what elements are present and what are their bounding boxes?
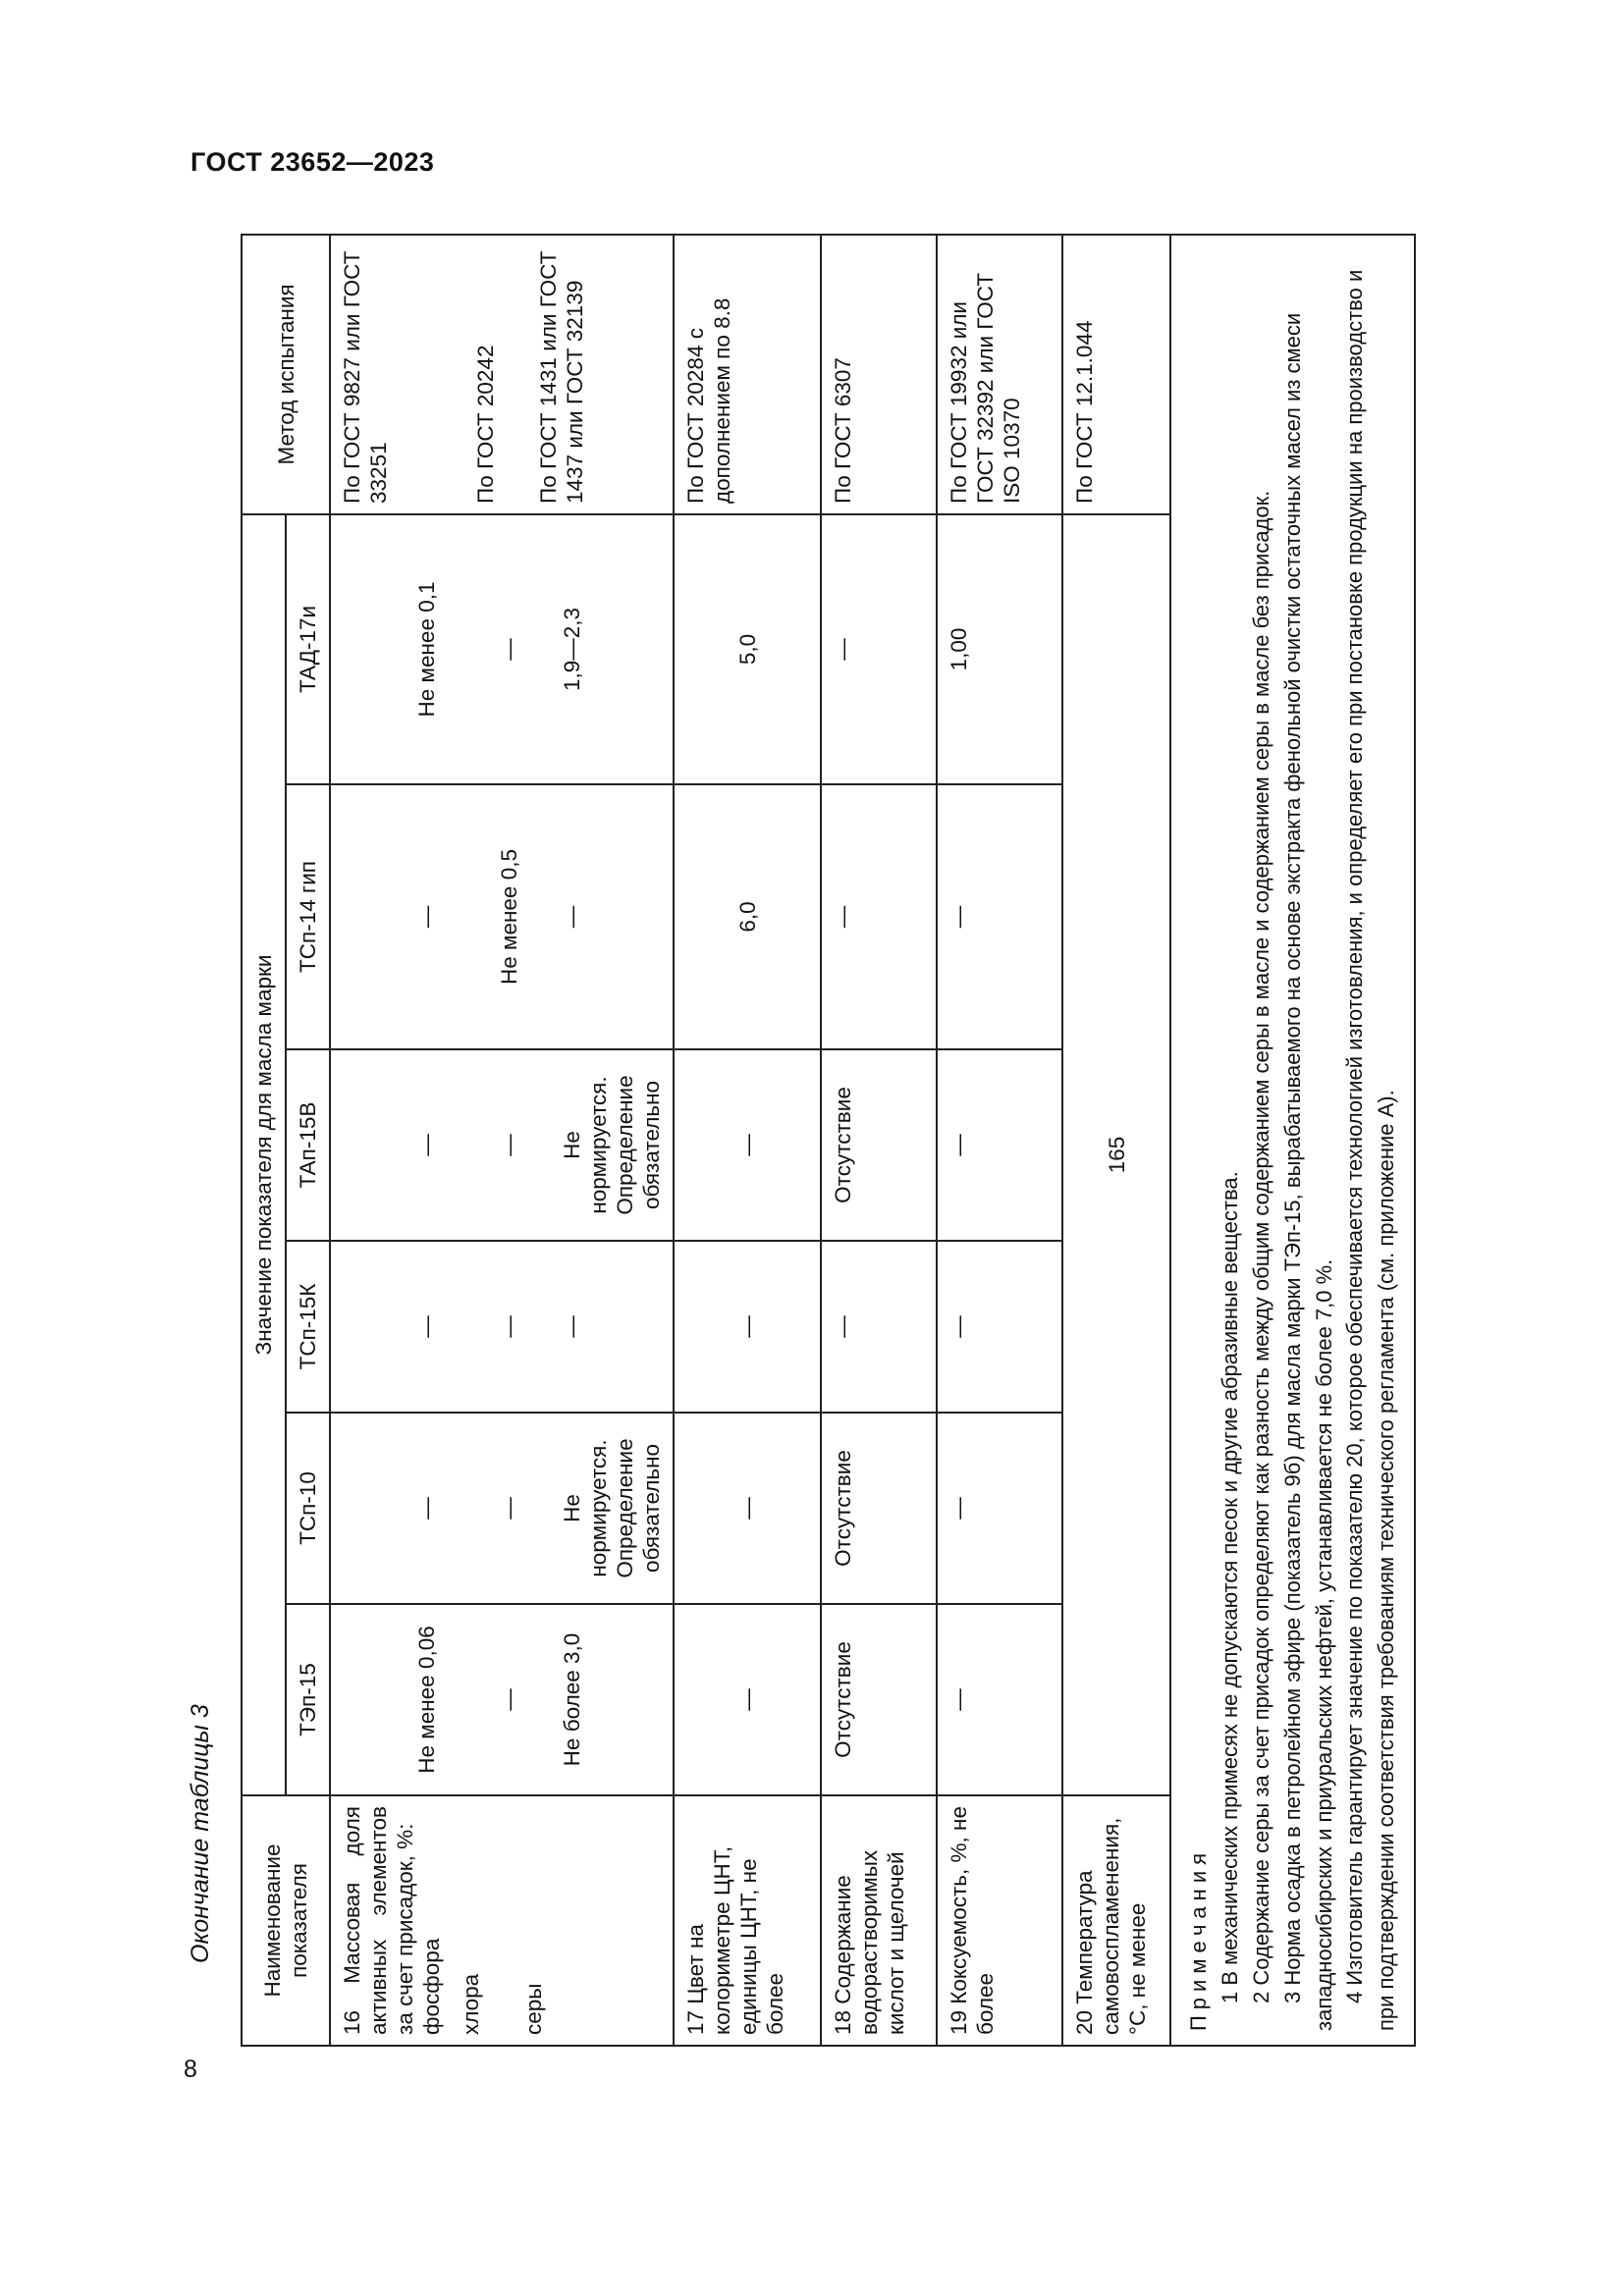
value-cell: 1,9—2,3 — [560, 607, 584, 692]
value-cell: Не нормируется. Определение обязательно — [560, 1438, 664, 1578]
row20-name: 20 Температура самовоспламенения, °С, не менее — [1062, 1795, 1170, 2046]
value-cell: — — [497, 1315, 521, 1338]
row19-value: — — [937, 1049, 1062, 1241]
method-chlorine: По ГОСТ 20242 — [473, 345, 498, 504]
value-cell: — — [497, 1497, 521, 1520]
value-cell: — — [414, 1315, 439, 1338]
row17-name: 17 Цвет на колориметре ЦНТ, единицы ЦНТ, не более — [674, 1795, 821, 2046]
header-brand: ТСп-14 гип — [286, 784, 330, 1049]
row17-value: 5,0 — [674, 514, 821, 784]
header-group: Значение показателя для масла марки — [242, 514, 286, 1795]
row16-label-phosphorus: фосфора — [419, 1938, 444, 2035]
notes-row — [1170, 235, 1415, 2046]
value-cell: — — [560, 905, 584, 929]
table-row-20 — [1062, 235, 1170, 2046]
row17-value: — — [674, 1049, 821, 1241]
row16-name-cell — [330, 1795, 674, 2046]
row17-value: — — [674, 1241, 821, 1413]
notes-cell — [1170, 235, 1415, 2046]
table-row-19 — [937, 235, 1062, 2046]
notes-title: Примечания — [1186, 1846, 1211, 2031]
value-cell: — — [414, 905, 439, 929]
row19-method: По ГОСТ 19932 или ГОСТ 32392 или ГОСТ ISO 10370 — [937, 235, 1062, 514]
row16-label-sulfur: серы — [521, 1983, 546, 2035]
row19-value: 1,00 — [937, 514, 1062, 784]
value-cell: — — [497, 1688, 521, 1711]
note-item: 2 Содержание серы за счет присадок определяют как разность между общим содержанием серы в масле и содержанием серы в масле без присадок. — [1248, 490, 1273, 2003]
row17-method: По ГОСТ 20284 с дополнением по 8.8 — [674, 235, 821, 514]
header-brand: ТАД-17и — [286, 514, 330, 784]
row19-name: 19 Коксуемость, %, не более — [937, 1795, 1062, 2046]
row18-method: По ГОСТ 6307 — [821, 235, 937, 514]
row17-value: — — [674, 1604, 821, 1795]
row18-name: 18 Содержание водорастворимых кислот и щелочей — [821, 1795, 937, 2046]
document-header: ГОСТ 23652—2023 — [190, 147, 435, 177]
value-cell: — — [414, 1134, 439, 1156]
value-cell: — — [497, 638, 521, 661]
row19-value: — — [937, 1413, 1062, 1604]
row16-col-tsp10 — [330, 1413, 674, 1604]
row16-name: 16 Массовая доля активных элементов за счет присадок, %: — [340, 1806, 417, 2035]
note-item: 4 Изготовитель гарантирует значение по показателю 20, которое обеспечивается технологией изготовления, и определяет его при постановке продукции на производство и при подтверждении соответствия требованиям технического регламента (см. приложение А). — [1342, 269, 1399, 2031]
row16-col-tep15 — [330, 1604, 674, 1795]
method-phosphorus: По ГОСТ 9827 или ГОСТ 33251 — [340, 250, 391, 504]
page-number: 8 — [184, 2056, 197, 2083]
row19-value: — — [937, 1604, 1062, 1795]
rotated-table-container — [241, 236, 1458, 2047]
row16-label-chlorine: хлора — [459, 1973, 483, 2035]
value-cell: Не менее 0,1 — [414, 581, 439, 718]
row17-value: — — [674, 1413, 821, 1604]
header-brand: ТСп-15К — [286, 1241, 330, 1413]
table-row-17 — [674, 235, 821, 2046]
row17-value: 6,0 — [674, 784, 821, 1049]
row16-col-tsp15k — [330, 1241, 674, 1413]
row16-col-tap15v — [330, 1049, 674, 1241]
row20-value: 165 — [1062, 514, 1170, 1795]
row18-value: Отсутствие — [821, 1049, 937, 1241]
header-name: Наименование показателя — [242, 1795, 330, 2046]
row19-value: — — [937, 1241, 1062, 1413]
properties-table — [241, 234, 1416, 2047]
row18-value: — — [821, 784, 937, 1049]
value-cell: Не более 3,0 — [560, 1632, 584, 1767]
method-sulfur: По ГОСТ 1431 или ГОСТ 1437 или ГОСТ 32139 — [536, 250, 587, 504]
row19-value: — — [937, 784, 1062, 1049]
value-cell: — — [497, 1134, 521, 1156]
row16-col-tad17i — [330, 514, 674, 784]
note-item: 1 В механических примесях не допускаются песок и другие абразивные вещества. — [1217, 1171, 1242, 2003]
header-brand: ТСп-10 — [286, 1413, 330, 1604]
row18-value: Отсутствие — [821, 1413, 937, 1604]
note-item: 3 Норма осадка в петролейном эфире (показатель 9б) для масла марки ТЭп-15, вырабатываемого на основе экстракта фенольной очистки остаточных масел из смеси западносибирских и приуральских нефтей, устанавливается не более 7,0 %. — [1279, 312, 1336, 2031]
row16-col-tsp14gip — [330, 784, 674, 1049]
value-cell: Не менее 0,5 — [497, 849, 521, 985]
row18-value: — — [821, 514, 937, 784]
row20-method: По ГОСТ 12.1.044 — [1062, 235, 1170, 514]
value-cell: — — [560, 1315, 584, 1338]
header-method: Метод испытания — [242, 235, 330, 514]
table-caption: Окончание таблицы 3 — [187, 1704, 214, 1963]
row18-value: Отсутствие — [821, 1604, 937, 1795]
table-row-16 — [330, 235, 674, 2046]
value-cell: Не нормируется. Определение обязательно — [560, 1075, 664, 1215]
header-brand: ТЭп-15 — [286, 1604, 330, 1795]
row18-value: — — [821, 1241, 937, 1413]
value-cell: Не менее 0,06 — [414, 1626, 439, 1774]
value-cell: — — [414, 1497, 439, 1520]
row16-method-cell — [330, 235, 674, 514]
header-brand: ТАп-15В — [286, 1049, 330, 1241]
table-row-18 — [821, 235, 937, 2046]
